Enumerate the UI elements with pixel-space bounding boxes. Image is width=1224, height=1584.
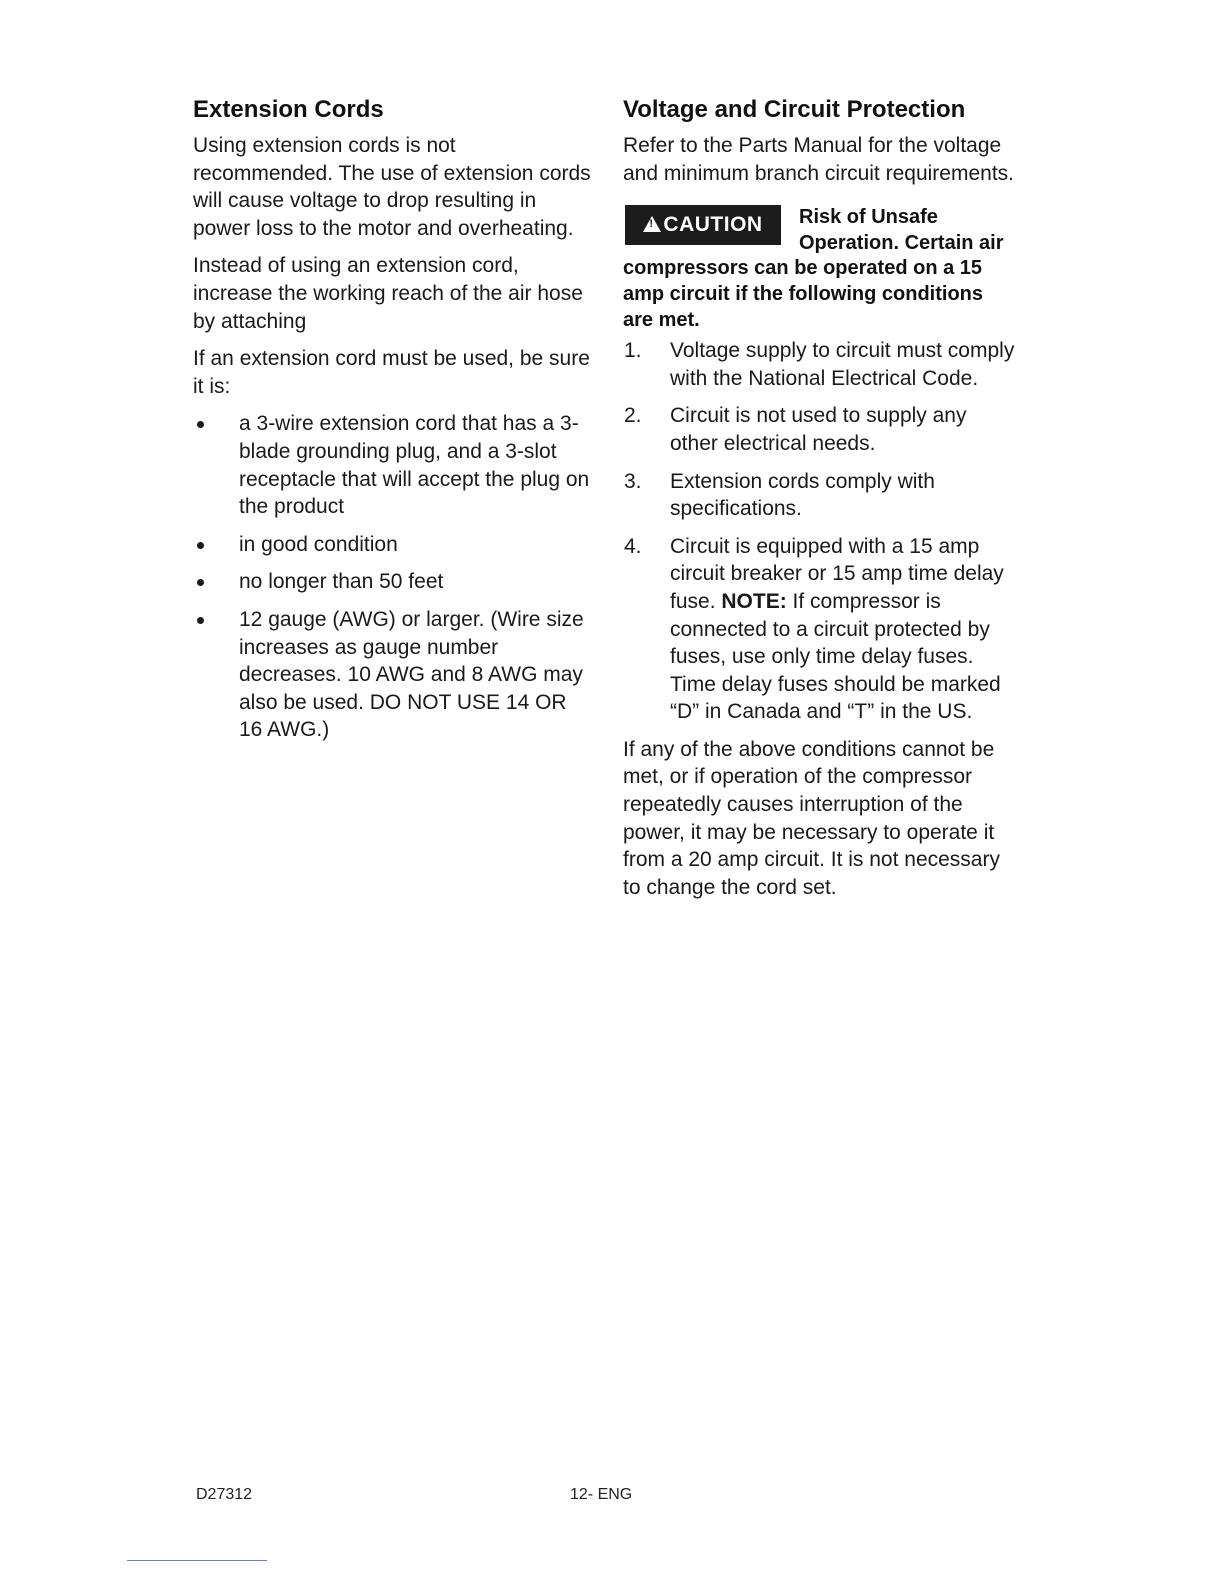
list-item-text: no longer than 50 feet [239, 570, 444, 594]
extension-cords-paragraph-2: Instead of using an extension cord, increase the working reach of the air hose by attaching [193, 254, 583, 333]
list-item-text: Circuit is not used to supply any other electrical needs. [670, 404, 967, 455]
voltage-circuit-intro: Refer to the Parts Manual for the voltage and minimum branch circuit requirements. [623, 134, 1014, 185]
note-text: If compressor is connected to a circuit protected by fuses, use only time delay fuses. Time delay fuses should be marked “D” in Canada and “T” in the US. [670, 589, 1001, 724]
caution-badge [625, 205, 781, 245]
voltage-circuit-heading: Voltage and Circuit Protection [623, 96, 966, 123]
page-number: 12- ENG [570, 1486, 633, 1503]
list-item-text: 12 gauge (AWG) or larger. (Wire size increases as gauge number decreases. 10 AWG and 8 AWG may also be used. DO NOT USE 14 OR 16 AWG.) [239, 607, 584, 742]
voltage-circuit-section [623, 94, 1018, 911]
extension-cords-heading: Extension Cords [193, 96, 384, 123]
list-item-text: a 3-wire extension cord that has a 3-blade grounding plug, and a 3-slot receptacle that will accept the plug on the product [239, 412, 590, 519]
bullet-icon [197, 542, 204, 549]
list-item [623, 468, 1018, 523]
list-item-number: 2. [624, 404, 642, 428]
list-item [193, 410, 591, 520]
list-item-text: in good condition [239, 532, 398, 556]
caution-notice [623, 205, 1018, 333]
list-item [623, 337, 1018, 392]
closing-paragraph: If any of the above conditions cannot be met, or if operation of the compressor repeatedly causes interruption of the power, it may be necessary to operate it from a 20 amp circuit. It is not necessary to change the cord set. [623, 737, 1000, 899]
list-item [623, 533, 1018, 726]
bullet-icon [197, 421, 204, 428]
list-item-number: 3. [624, 469, 642, 493]
list-item [193, 606, 591, 744]
extension-cords-section [193, 94, 591, 754]
list-item [193, 568, 591, 596]
caution-label: CAUTION [663, 213, 763, 237]
bullet-icon [197, 617, 204, 624]
circuit-conditions-list [623, 337, 1018, 726]
list-item [193, 531, 591, 559]
warning-triangle-icon [643, 216, 661, 232]
bullet-icon [197, 579, 204, 586]
list-item-number: 4. [624, 534, 642, 558]
divider [127, 1560, 267, 1561]
list-item-text: Extension cords comply with specifications. [670, 469, 935, 521]
extension-cord-requirements-list [193, 410, 591, 744]
caution-text: Risk of Unsafe Operation. Certain air compressors can be operated on a 15 amp circuit if the following conditions are met. [623, 206, 1004, 331]
note-label: NOTE: [721, 589, 787, 613]
extension-cords-paragraph-1: Using extension cords is not recommended. The use of extension cords will cause voltage to drop resulting in power loss to the motor and overheating. [193, 134, 591, 240]
list-item [623, 402, 1018, 457]
list-item-number: 1. [624, 339, 642, 363]
list-item-text: Circuit is equipped with a 15 amp circuit breaker or 15 amp time delay fuse. [670, 534, 1004, 613]
model-number: D27312 [196, 1486, 253, 1503]
list-item-text: Voltage supply to circuit must comply with the National Electrical Code. [670, 339, 1015, 390]
extension-cords-paragraph-3: If an extension cord must be used, be sure it is: [193, 347, 590, 398]
